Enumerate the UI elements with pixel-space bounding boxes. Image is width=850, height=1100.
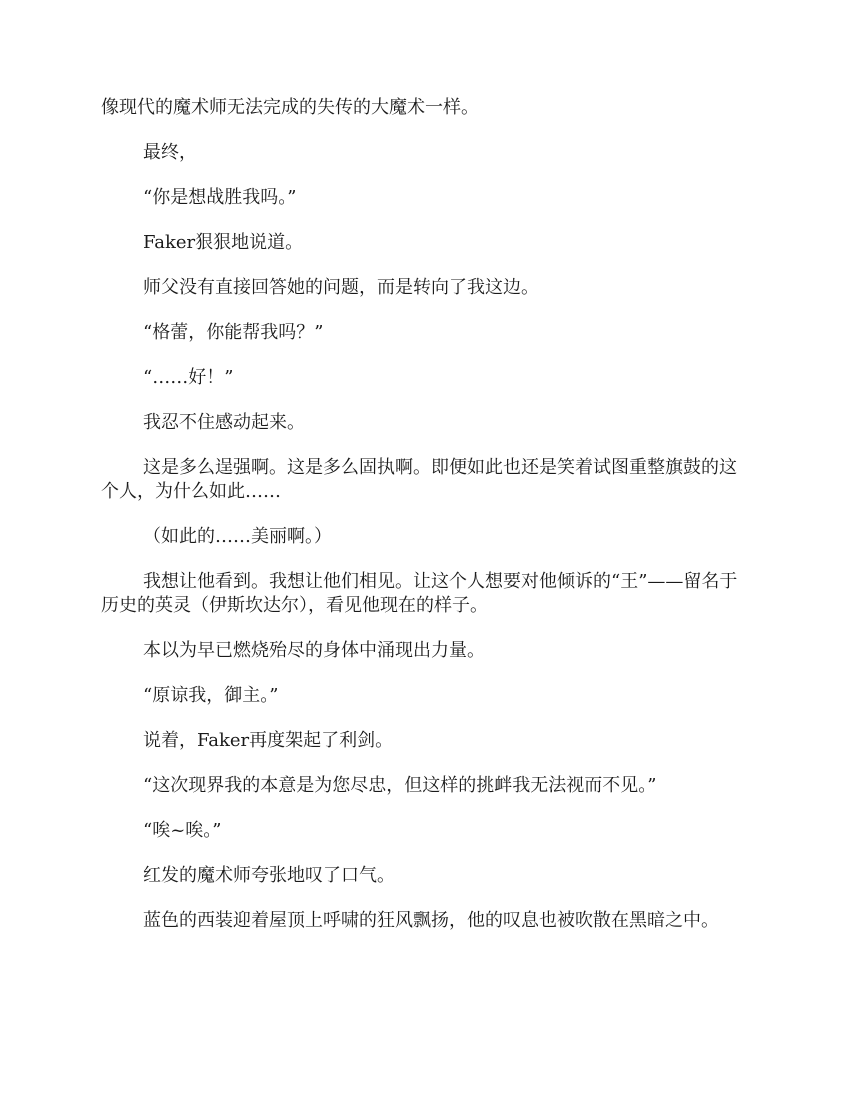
paragraph: 像现代的魔术师无法完成的失传的大魔术一样。 [101,97,479,118]
paragraph: 我想让他看到。我想让他们相见。让这个人想要对他倾诉的“王”——留名于历史的英灵（伊斯坎达尔），看见他现在的样子。 [101,571,738,616]
paragraph: 本以为早已燃烧殆尽的身体中涌现出力量。 [143,640,485,661]
document-page [101,96,747,954]
paragraph: 最终， [143,142,197,163]
paragraph: （如此的……美丽啊。） [143,526,332,547]
paragraph: Faker狠狠地说道。 [143,232,304,253]
paragraph: 说着，Faker再度架起了利剑。 [143,730,394,751]
paragraph: “格蕾，你能帮我吗？” [143,322,324,343]
paragraph: “这次现界我的本意是为您尽忠，但这样的挑衅我无法视而不见。” [143,775,657,796]
paragraph: 蓝色的西装迎着屋顶上呼啸的狂风飘扬，他的叹息也被吹散在黑暗之中。 [143,910,719,931]
paragraph: “原谅我，御主。” [143,685,279,706]
paragraph: 我忍不住感动起来。 [143,412,305,433]
paragraph: 师父没有直接回答她的问题，而是转向了我这边。 [143,277,539,298]
paragraph: “你是想战胜我吗。” [143,187,297,208]
paragraph: 这是多么逞强啊。这是多么固执啊。即便如此也还是笑着试图重整旗鼓的这个人，为什么如此…… [101,457,737,502]
paragraph: “……好！” [143,367,234,388]
paragraph: “唉~唉。” [143,820,222,841]
paragraph: 红发的魔术师夸张地叹了口气。 [143,865,395,886]
